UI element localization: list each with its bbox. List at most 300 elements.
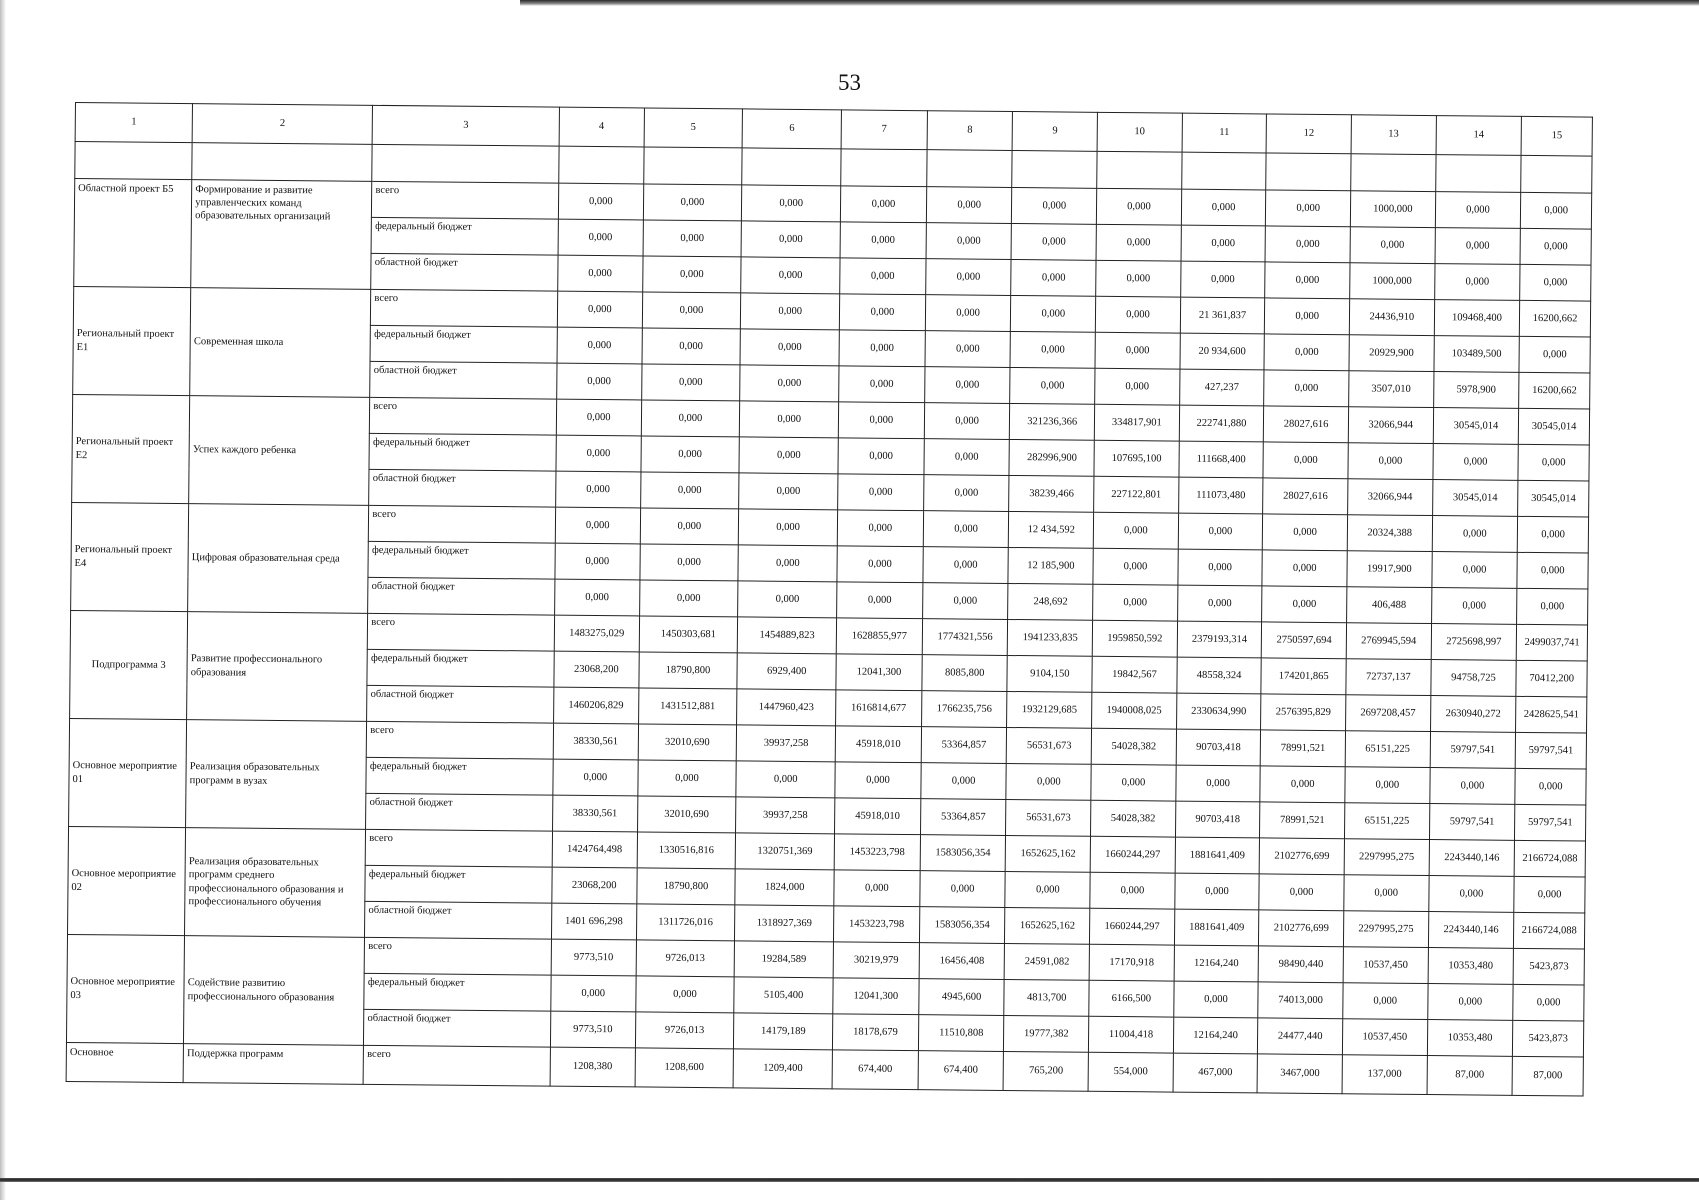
value-cell: 0,000 bbox=[1345, 767, 1430, 804]
program-title-cell: Цифровая образовательная среда bbox=[188, 504, 369, 614]
value-cell: 0,000 bbox=[1517, 588, 1588, 625]
value-cell: 2243440,146 bbox=[1429, 840, 1515, 877]
value-cell: 38330,561 bbox=[552, 795, 637, 832]
value-cell: 0,000 bbox=[556, 399, 641, 436]
funding-source-cell: областной бюджет bbox=[369, 469, 556, 507]
value-cell: 0,000 bbox=[1520, 228, 1591, 265]
value-cell: 0,000 bbox=[839, 366, 925, 403]
program-title-cell: Поддержка программ bbox=[183, 1044, 363, 1085]
value-cell: 45918,010 bbox=[835, 798, 921, 835]
empty-cell bbox=[1181, 152, 1266, 190]
column-number-cell: 11 bbox=[1182, 113, 1267, 153]
program-name-cell: Основное bbox=[66, 1042, 184, 1082]
value-cell: 0,000 bbox=[1180, 261, 1265, 298]
value-cell: 0,000 bbox=[642, 292, 741, 329]
value-cell: 0,000 bbox=[834, 870, 920, 907]
empty-cell bbox=[1097, 151, 1182, 189]
value-cell: 0,000 bbox=[558, 219, 643, 256]
value-cell: 109468,400 bbox=[1434, 300, 1520, 337]
value-cell: 1628855,977 bbox=[836, 618, 922, 655]
value-cell: 2379193,314 bbox=[1177, 621, 1262, 658]
value-cell: 18790,800 bbox=[636, 868, 735, 905]
value-cell: 1652625,162 bbox=[1006, 835, 1091, 872]
value-cell: 0,000 bbox=[739, 509, 838, 546]
value-cell: 1460206,829 bbox=[554, 687, 639, 724]
funding-source-cell: областной бюджет bbox=[368, 577, 555, 615]
value-cell: 0,000 bbox=[1093, 584, 1178, 621]
program-name-cell: Подпрограмма 3 bbox=[70, 610, 188, 719]
value-cell: 0,000 bbox=[924, 367, 1010, 404]
value-cell: 0,000 bbox=[1435, 228, 1521, 265]
value-cell: 78991,521 bbox=[1261, 730, 1346, 767]
value-cell: 674,400 bbox=[832, 1050, 918, 1090]
value-cell: 10537,450 bbox=[1342, 1019, 1427, 1056]
value-cell: 0,000 bbox=[924, 439, 1010, 476]
value-cell: 18790,800 bbox=[638, 652, 737, 689]
value-cell: 2297995,275 bbox=[1344, 839, 1429, 876]
value-cell: 0,000 bbox=[557, 327, 642, 364]
value-cell: 1000,000 bbox=[1350, 191, 1435, 228]
value-cell: 0,000 bbox=[739, 473, 838, 510]
value-cell: 0,000 bbox=[1348, 443, 1433, 480]
value-cell: 137,000 bbox=[1342, 1055, 1427, 1095]
funding-source-cell: областной бюджет bbox=[370, 361, 557, 399]
value-cell: 0,000 bbox=[741, 257, 840, 294]
value-cell: 0,000 bbox=[1090, 872, 1175, 909]
value-cell: 20 934,600 bbox=[1180, 333, 1265, 370]
value-cell: 0,000 bbox=[1515, 768, 1586, 805]
value-cell: 30545,014 bbox=[1433, 408, 1519, 445]
funding-source-cell: федеральный бюджет bbox=[370, 325, 557, 363]
value-cell: 1881641,409 bbox=[1174, 909, 1259, 946]
funding-source-cell: федеральный бюджет bbox=[364, 973, 551, 1011]
funding-source-cell: областной бюджет bbox=[366, 793, 553, 831]
column-number-cell: 1 bbox=[75, 103, 193, 143]
value-cell: 0,000 bbox=[1513, 984, 1584, 1021]
value-cell: 1453223,798 bbox=[834, 834, 920, 871]
value-cell: 0,000 bbox=[1434, 264, 1520, 301]
value-cell: 0,000 bbox=[736, 761, 835, 798]
value-cell: 1941233,835 bbox=[1008, 619, 1093, 656]
value-cell: 0,000 bbox=[1095, 296, 1180, 333]
value-cell: 0,000 bbox=[1093, 512, 1178, 549]
value-cell: 9726,013 bbox=[635, 1012, 734, 1049]
program-title-cell: Формирование и развитие управленческих команд образовательных организаций bbox=[191, 180, 372, 290]
empty-cell bbox=[1351, 154, 1436, 192]
value-cell: 0,000 bbox=[1012, 223, 1097, 260]
column-number-cell: 3 bbox=[372, 105, 559, 146]
value-cell: 0,000 bbox=[640, 508, 739, 545]
value-cell: 1454889,823 bbox=[738, 617, 837, 654]
value-cell: 0,000 bbox=[1181, 189, 1266, 226]
value-cell: 24436,910 bbox=[1349, 299, 1434, 336]
value-cell: 59797,541 bbox=[1429, 804, 1515, 841]
funding-source-cell: всего bbox=[370, 397, 557, 435]
value-cell: 38330,561 bbox=[553, 723, 638, 760]
value-cell: 87,000 bbox=[1512, 1056, 1583, 1096]
page-number: 53 bbox=[838, 70, 861, 95]
value-cell: 1932129,685 bbox=[1007, 691, 1092, 728]
value-cell: 1401 696,298 bbox=[551, 903, 636, 940]
value-cell: 0,000 bbox=[921, 763, 1007, 800]
value-cell: 28027,616 bbox=[1263, 478, 1348, 515]
value-cell: 0,000 bbox=[1262, 586, 1347, 623]
value-cell: 20324,388 bbox=[1347, 515, 1432, 552]
value-cell: 30219,979 bbox=[833, 942, 919, 979]
value-cell: 54028,382 bbox=[1091, 800, 1176, 837]
value-cell: 0,000 bbox=[555, 507, 640, 544]
value-cell: 56531,673 bbox=[1006, 799, 1091, 836]
value-cell: 21 361,837 bbox=[1180, 297, 1265, 334]
value-cell: 0,000 bbox=[555, 579, 640, 616]
value-cell: 0,000 bbox=[1096, 224, 1181, 261]
value-cell: 0,000 bbox=[1259, 874, 1344, 911]
program-name-cell: Региональный проект Е4 bbox=[71, 502, 189, 611]
value-cell: 9773,510 bbox=[550, 1011, 635, 1048]
value-cell: 0,000 bbox=[837, 510, 923, 547]
value-cell: 0,000 bbox=[1432, 552, 1518, 589]
value-cell: 554,000 bbox=[1088, 1052, 1173, 1092]
value-cell: 467,000 bbox=[1173, 1053, 1258, 1093]
value-cell: 0,000 bbox=[639, 580, 738, 617]
value-cell: 0,000 bbox=[1514, 876, 1585, 913]
value-cell: 39937,258 bbox=[736, 797, 835, 834]
funding-source-cell: федеральный бюджет bbox=[366, 757, 553, 795]
value-cell: 70412,200 bbox=[1516, 660, 1587, 697]
value-cell: 24591,082 bbox=[1005, 943, 1090, 980]
value-cell: 78991,521 bbox=[1260, 802, 1345, 839]
value-cell: 0,000 bbox=[837, 582, 923, 619]
column-number-cell: 5 bbox=[644, 108, 743, 148]
value-cell: 0,000 bbox=[840, 186, 926, 223]
value-cell: 0,000 bbox=[839, 330, 925, 367]
value-cell: 0,000 bbox=[637, 760, 736, 797]
value-cell: 0,000 bbox=[840, 258, 926, 295]
value-cell: 12164,240 bbox=[1174, 945, 1259, 982]
scan-edge-bottom bbox=[0, 1178, 1699, 1182]
funding-source-cell: всего bbox=[363, 1045, 550, 1086]
value-cell: 674,400 bbox=[918, 1051, 1004, 1091]
value-cell: 90703,418 bbox=[1176, 729, 1261, 766]
value-cell: 0,000 bbox=[835, 762, 921, 799]
value-cell: 0,000 bbox=[1260, 766, 1345, 803]
value-cell: 0,000 bbox=[1262, 550, 1347, 587]
funding-source-cell: федеральный бюджет bbox=[365, 865, 552, 903]
empty-cell bbox=[75, 142, 193, 180]
value-cell: 1583056,354 bbox=[920, 835, 1006, 872]
value-cell: 0,000 bbox=[1263, 442, 1348, 479]
value-cell: 0,000 bbox=[1095, 332, 1180, 369]
value-cell: 0,000 bbox=[1431, 588, 1517, 625]
value-cell: 65151,225 bbox=[1344, 803, 1429, 840]
value-cell: 0,000 bbox=[1093, 548, 1178, 585]
funding-source-cell: всего bbox=[372, 181, 559, 219]
value-cell: 0,000 bbox=[1264, 334, 1349, 371]
value-cell: 0,000 bbox=[1428, 876, 1514, 913]
empty-cell bbox=[643, 147, 742, 185]
value-cell: 90703,418 bbox=[1175, 801, 1260, 838]
value-cell: 1774321,556 bbox=[922, 619, 1008, 656]
value-cell: 0,000 bbox=[742, 185, 841, 222]
value-cell: 0,000 bbox=[839, 294, 925, 331]
value-cell: 0,000 bbox=[926, 187, 1012, 224]
value-cell: 0,000 bbox=[1432, 516, 1518, 553]
value-cell: 0,000 bbox=[1176, 765, 1261, 802]
value-cell: 48558,324 bbox=[1177, 657, 1262, 694]
column-number-cell: 7 bbox=[841, 110, 927, 150]
column-number-cell: 2 bbox=[192, 104, 372, 145]
value-cell: 1652625,162 bbox=[1005, 907, 1090, 944]
value-cell: 12164,240 bbox=[1173, 1017, 1258, 1054]
value-cell: 1959850,592 bbox=[1092, 620, 1177, 657]
value-cell: 0,000 bbox=[738, 581, 837, 618]
value-cell: 0,000 bbox=[925, 259, 1011, 296]
value-cell: 0,000 bbox=[641, 436, 740, 473]
value-cell: 427,237 bbox=[1179, 369, 1264, 406]
value-cell: 0,000 bbox=[838, 438, 924, 475]
funding-source-cell: всего bbox=[368, 613, 555, 651]
value-cell: 28027,616 bbox=[1264, 406, 1349, 443]
value-cell: 2102776,699 bbox=[1260, 838, 1345, 875]
value-cell: 14179,189 bbox=[734, 1013, 833, 1050]
value-cell: 11004,418 bbox=[1089, 1016, 1174, 1053]
value-cell: 0,000 bbox=[1263, 514, 1348, 551]
value-cell: 1940008,025 bbox=[1092, 692, 1177, 729]
value-cell: 2428625,541 bbox=[1516, 696, 1587, 733]
column-number-cell: 10 bbox=[1097, 112, 1182, 152]
value-cell: 5423,873 bbox=[1513, 1020, 1584, 1057]
value-cell: 0,000 bbox=[1344, 875, 1429, 912]
value-cell: 12 434,592 bbox=[1009, 511, 1094, 548]
value-cell: 10537,450 bbox=[1343, 947, 1428, 984]
value-cell: 0,000 bbox=[1433, 444, 1519, 481]
value-cell: 16456,408 bbox=[919, 943, 1005, 980]
value-cell: 0,000 bbox=[1265, 226, 1350, 263]
value-cell: 0,000 bbox=[920, 871, 1006, 908]
value-cell: 1583056,354 bbox=[919, 907, 1005, 944]
empty-cell bbox=[742, 148, 841, 186]
value-cell: 0,000 bbox=[925, 295, 1011, 332]
value-cell: 0,000 bbox=[1096, 260, 1181, 297]
value-cell: 1881641,409 bbox=[1175, 837, 1260, 874]
value-cell: 30545,014 bbox=[1518, 480, 1589, 517]
empty-cell bbox=[192, 143, 372, 182]
empty-cell bbox=[559, 146, 644, 184]
value-cell: 1483275,029 bbox=[554, 615, 639, 652]
empty-cell bbox=[926, 150, 1012, 188]
value-cell: 1320751,369 bbox=[735, 833, 834, 870]
value-cell: 248,692 bbox=[1008, 583, 1093, 620]
empty-cell bbox=[1266, 153, 1351, 191]
value-cell: 39937,258 bbox=[737, 725, 836, 762]
value-cell: 0,000 bbox=[1011, 259, 1096, 296]
value-cell: 1616814,677 bbox=[836, 690, 922, 727]
value-cell: 0,000 bbox=[837, 546, 923, 583]
value-cell: 1660244,297 bbox=[1090, 908, 1175, 945]
value-cell: 4813,700 bbox=[1004, 979, 1089, 1016]
value-cell: 0,000 bbox=[741, 293, 840, 330]
value-cell: 0,000 bbox=[1519, 336, 1590, 373]
value-cell: 0,000 bbox=[838, 474, 924, 511]
value-cell: 0,000 bbox=[923, 547, 1009, 584]
value-cell: 0,000 bbox=[1265, 262, 1350, 299]
value-cell: 0,000 bbox=[1175, 873, 1260, 910]
value-cell: 10353,480 bbox=[1428, 948, 1514, 985]
value-cell: 19842,567 bbox=[1092, 656, 1177, 693]
value-cell: 0,000 bbox=[556, 471, 641, 508]
value-cell: 2769945,594 bbox=[1346, 623, 1431, 660]
funding-source-cell: федеральный бюджет bbox=[367, 649, 554, 687]
value-cell: 9104,150 bbox=[1007, 655, 1092, 692]
value-cell: 10353,480 bbox=[1427, 1020, 1513, 1057]
budget-table bbox=[66, 102, 1593, 1097]
value-cell: 1447960,423 bbox=[737, 689, 836, 726]
value-cell: 32010,690 bbox=[638, 724, 737, 761]
value-cell: 0,000 bbox=[925, 331, 1011, 368]
value-cell: 2330634,990 bbox=[1176, 693, 1261, 730]
value-cell: 2102776,699 bbox=[1259, 910, 1344, 947]
column-number-cell: 14 bbox=[1436, 116, 1522, 156]
value-cell: 2243440,146 bbox=[1428, 912, 1514, 949]
value-cell: 0,000 bbox=[1091, 764, 1176, 801]
value-cell: 0,000 bbox=[1010, 331, 1095, 368]
value-cell: 0,000 bbox=[741, 221, 840, 258]
value-cell: 0,000 bbox=[1350, 227, 1435, 264]
value-cell: 12 185,900 bbox=[1008, 547, 1093, 584]
value-cell: 0,000 bbox=[1096, 188, 1181, 225]
value-cell: 0,000 bbox=[557, 291, 642, 328]
value-cell: 2576395,829 bbox=[1261, 694, 1346, 731]
value-cell: 5978,900 bbox=[1433, 372, 1519, 409]
value-cell: 174201,865 bbox=[1261, 658, 1346, 695]
program-name-cell: Региональный проект Е1 bbox=[73, 286, 191, 395]
value-cell: 0,000 bbox=[740, 329, 839, 366]
value-cell: 0,000 bbox=[740, 365, 839, 402]
value-cell: 1453223,798 bbox=[834, 906, 920, 943]
value-cell: 1450303,681 bbox=[639, 616, 738, 653]
value-cell: 59797,541 bbox=[1430, 732, 1516, 769]
value-cell: 3467,000 bbox=[1257, 1054, 1342, 1094]
value-cell: 0,000 bbox=[922, 583, 1008, 620]
value-cell: 0,000 bbox=[642, 256, 741, 293]
value-cell: 0,000 bbox=[642, 328, 741, 365]
value-cell: 45918,010 bbox=[835, 726, 921, 763]
value-cell: 1318927,369 bbox=[735, 905, 834, 942]
funding-source-cell: всего bbox=[369, 505, 556, 543]
scan-edge-top bbox=[520, 0, 1699, 6]
value-cell: 0,000 bbox=[1265, 298, 1350, 335]
funding-source-cell: областной бюджет bbox=[365, 901, 552, 939]
value-cell: 0,000 bbox=[1005, 871, 1090, 908]
value-cell: 0,000 bbox=[1178, 513, 1263, 550]
value-cell: 227122,801 bbox=[1094, 476, 1179, 513]
value-cell: 54028,382 bbox=[1091, 728, 1176, 765]
value-cell: 0,000 bbox=[1010, 367, 1095, 404]
column-number-cell: 13 bbox=[1351, 115, 1436, 155]
value-cell: 0,000 bbox=[635, 976, 734, 1013]
value-cell: 0,000 bbox=[643, 220, 742, 257]
value-cell: 20929,900 bbox=[1349, 335, 1434, 372]
value-cell: 1311726,016 bbox=[636, 904, 735, 941]
value-cell: 0,000 bbox=[738, 545, 837, 582]
value-cell: 30545,014 bbox=[1519, 408, 1590, 445]
value-cell: 1660244,297 bbox=[1090, 836, 1175, 873]
value-cell: 2166724,088 bbox=[1514, 912, 1585, 949]
column-number-cell: 8 bbox=[927, 111, 1013, 151]
column-number-cell: 6 bbox=[742, 109, 841, 149]
program-title-cell: Реализация образовательных программ в вузах bbox=[186, 720, 367, 830]
value-cell: 0,000 bbox=[1181, 225, 1266, 262]
value-cell: 38239,466 bbox=[1009, 475, 1094, 512]
value-cell: 9773,510 bbox=[551, 939, 636, 976]
value-cell: 98490,440 bbox=[1258, 946, 1343, 983]
value-cell: 0,000 bbox=[640, 544, 739, 581]
value-cell: 72737,137 bbox=[1346, 659, 1431, 696]
value-cell: 9726,013 bbox=[636, 940, 735, 977]
funding-source-cell: областной бюджет bbox=[364, 1009, 551, 1047]
value-cell: 0,000 bbox=[1517, 552, 1588, 589]
funding-source-cell: областной бюджет bbox=[371, 253, 558, 291]
value-cell: 321236,366 bbox=[1010, 403, 1095, 440]
value-cell: 2697208,457 bbox=[1346, 695, 1431, 732]
value-cell: 0,000 bbox=[740, 401, 839, 438]
empty-cell bbox=[1012, 151, 1097, 189]
value-cell: 0,000 bbox=[923, 511, 1009, 548]
value-cell: 0,000 bbox=[1178, 549, 1263, 586]
value-cell: 23068,200 bbox=[554, 651, 639, 688]
value-cell: 0,000 bbox=[551, 975, 636, 1012]
value-cell: 0,000 bbox=[739, 437, 838, 474]
value-cell: 0,000 bbox=[1435, 192, 1521, 229]
value-cell: 2725698,997 bbox=[1431, 624, 1517, 661]
value-cell: 59797,541 bbox=[1515, 804, 1586, 841]
empty-cell bbox=[372, 144, 559, 183]
value-cell: 16200,662 bbox=[1520, 300, 1591, 337]
value-cell: 0,000 bbox=[1264, 370, 1349, 407]
value-cell: 1000,000 bbox=[1350, 263, 1435, 300]
program-title-cell: Содействие развитию профессионального образования bbox=[184, 936, 365, 1046]
value-cell: 5105,400 bbox=[734, 977, 833, 1014]
value-cell: 1330516,816 bbox=[637, 832, 736, 869]
value-cell: 11510,808 bbox=[918, 1015, 1004, 1052]
value-cell: 0,000 bbox=[1343, 983, 1428, 1020]
value-cell: 111668,400 bbox=[1179, 441, 1264, 478]
funding-source-cell: всего bbox=[371, 289, 558, 327]
value-cell: 0,000 bbox=[555, 543, 640, 580]
value-cell: 12041,300 bbox=[833, 978, 919, 1015]
value-cell: 282996,900 bbox=[1009, 439, 1094, 476]
value-cell: 0,000 bbox=[553, 759, 638, 796]
value-cell: 2297995,275 bbox=[1343, 911, 1428, 948]
empty-cell bbox=[841, 149, 927, 187]
value-cell: 87,000 bbox=[1427, 1056, 1513, 1096]
funding-source-cell: федеральный бюджет bbox=[369, 433, 556, 471]
value-cell: 0,000 bbox=[1429, 768, 1515, 805]
value-cell: 0,000 bbox=[1177, 585, 1262, 622]
value-cell: 103489,500 bbox=[1434, 336, 1520, 373]
value-cell: 1208,380 bbox=[550, 1047, 635, 1087]
value-cell: 222741,880 bbox=[1179, 405, 1264, 442]
value-cell: 0,000 bbox=[1095, 368, 1180, 405]
funding-source-cell: всего bbox=[367, 721, 554, 759]
value-cell: 24477,440 bbox=[1258, 1018, 1343, 1055]
value-cell: 0,000 bbox=[1266, 190, 1351, 227]
column-number-cell: 12 bbox=[1266, 114, 1351, 154]
value-cell: 406,488 bbox=[1347, 587, 1432, 624]
value-cell: 30545,014 bbox=[1432, 480, 1518, 517]
value-cell: 0,000 bbox=[838, 402, 924, 439]
value-cell: 32010,690 bbox=[637, 796, 736, 833]
